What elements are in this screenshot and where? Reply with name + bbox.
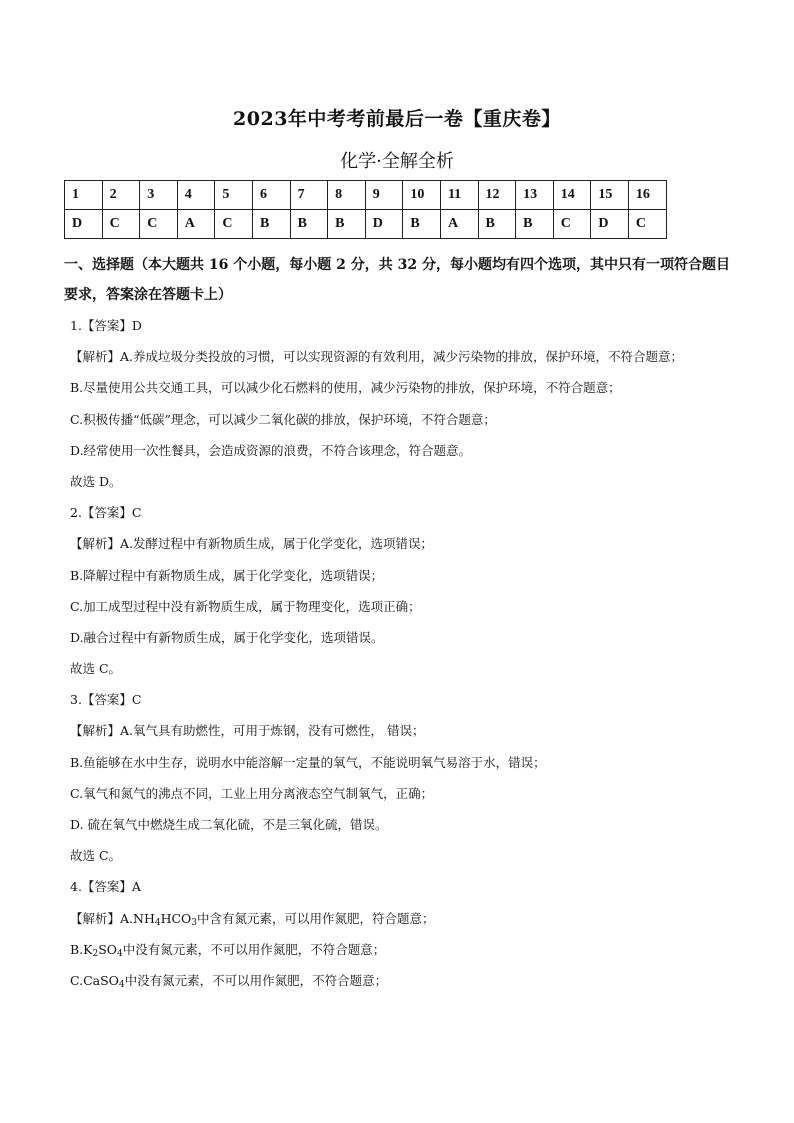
question-number: 2 bbox=[102, 181, 140, 210]
formula-text: 中含有氮元素，可以用作氮肥，符合题意； bbox=[197, 910, 435, 926]
question-number: 9 bbox=[365, 181, 403, 210]
formula-text: 中没有氮元素，不可以用作氮肥，不符合题意； bbox=[122, 941, 386, 957]
analysis-line bbox=[70, 903, 732, 934]
answer-cell: B bbox=[403, 210, 441, 239]
analysis-line: 【解析】A.养成垃圾分类投放的习惯，可以实现资源的有效利用，减少污染物的排放，保护环境，不符合题意； bbox=[70, 349, 684, 365]
formula-text: C.CaSO bbox=[70, 972, 119, 988]
option-line: B.尽量使用公共交通工具，可以减少化石燃料的使用，减少污染物的排放，保护环境，不符合题意； bbox=[70, 380, 621, 396]
answer-explanations bbox=[70, 310, 732, 996]
question-number: 10 bbox=[403, 181, 441, 210]
answer-table-number-row bbox=[65, 181, 667, 210]
formula-text: 【解析】A.NH bbox=[70, 910, 155, 926]
option-line: B.降解过程中有新物质生成，属于化学变化，选项错误； bbox=[70, 567, 384, 583]
option-line: C.积极传播“低碳”理念，可以减少二氧化碳的排放，保护环境，不符合题意； bbox=[70, 411, 496, 427]
answer-cell: D bbox=[591, 210, 629, 239]
question-number: 11 bbox=[440, 181, 478, 210]
subscript: 4 bbox=[118, 979, 125, 990]
option-line: C.加工成型过程中没有新物质生成，属于物理变化，选项正确； bbox=[70, 598, 421, 614]
answer-cell: C bbox=[215, 210, 253, 239]
answer-cell: C bbox=[140, 210, 178, 239]
question-number: 5 bbox=[215, 181, 253, 210]
option-line: D. 硫在氧气中燃烧生成二氧化硫，不是三氧化硫，错误。 bbox=[70, 817, 388, 833]
question-number: 3 bbox=[140, 181, 178, 210]
conclusion-line: 故选 C。 bbox=[70, 661, 122, 677]
formula-text: SO bbox=[98, 941, 118, 957]
question-number: 14 bbox=[553, 181, 591, 210]
answer-cell: B bbox=[290, 210, 328, 239]
answer-cell: C bbox=[553, 210, 591, 239]
answer-line: 1.【答案】D bbox=[70, 318, 142, 333]
option-line: C.氧气和氮气的沸点不同，工业上用分离液态空气制氧气，正确； bbox=[70, 785, 434, 801]
formula-text: 中没有氮元素，不可以用作氮肥，不符合题意； bbox=[124, 972, 388, 988]
answer-cell: D bbox=[365, 210, 403, 239]
option-line bbox=[70, 965, 732, 996]
analysis-line: 【解析】A.发酵过程中有新物质生成，属于化学变化，选项错误； bbox=[70, 536, 434, 552]
option-line bbox=[70, 934, 732, 965]
answer-cell: B bbox=[252, 210, 290, 239]
subscript: 4 bbox=[117, 948, 123, 959]
section-heading: 一、选择题（本大题共 16 个小题，每小题 2 分，共 32 分，每小题均有四个选项，其中只有一项符合题目要求，答案涂在答题卡上） bbox=[64, 257, 730, 303]
question-number: 8 bbox=[328, 181, 366, 210]
formula-text: B.K bbox=[70, 941, 93, 957]
question-number: 4 bbox=[177, 181, 215, 210]
question-number: 16 bbox=[628, 181, 666, 210]
answer-table-answer-row bbox=[65, 210, 667, 239]
option-line: D.融合过程中有新物质生成，属于化学变化，选项错误。 bbox=[70, 629, 384, 645]
answer-cell: C bbox=[102, 210, 140, 239]
question-number: 7 bbox=[290, 181, 328, 210]
question-number: 13 bbox=[516, 181, 554, 210]
formula-text: HCO bbox=[160, 910, 192, 926]
answer-cell: B bbox=[478, 210, 516, 239]
answer-line: 4.【答案】A bbox=[70, 879, 141, 895]
conclusion-line: 故选 D。 bbox=[70, 473, 122, 489]
subscript: 4 bbox=[154, 917, 161, 928]
question-number: 15 bbox=[591, 181, 629, 210]
subscript: 2 bbox=[92, 948, 99, 959]
conclusion-line: 故选 C。 bbox=[70, 848, 122, 864]
subscript: 3 bbox=[191, 917, 198, 928]
analysis-line: 【解析】A.氧气具有助燃性，可用于炼钢，没有可燃性， 错误； bbox=[70, 723, 425, 739]
document-subtitle: 化学·全解全析 bbox=[340, 151, 454, 172]
document-title: 2023年中考考前最后一卷【重庆卷】 bbox=[233, 108, 561, 130]
question-number: 1 bbox=[65, 181, 103, 210]
answer-cell: B bbox=[516, 210, 554, 239]
option-line: B.鱼能够在水中生存，说明水中能溶解一定量的氧气，不能说明氧气易溶于水，错误； bbox=[70, 754, 546, 770]
answer-cell: A bbox=[177, 210, 215, 239]
answer-line: 2.【答案】C bbox=[70, 505, 142, 521]
answer-line: 3.【答案】C bbox=[70, 692, 142, 708]
option-line: D.经常使用一次性餐具，会造成资源的浪费，不符合该理念，符合题意。 bbox=[70, 442, 472, 458]
answer-cell: B bbox=[328, 210, 366, 239]
answer-cell: A bbox=[440, 210, 478, 239]
question-number: 12 bbox=[478, 181, 516, 210]
answer-cell: C bbox=[628, 210, 666, 239]
answer-cell: D bbox=[65, 210, 103, 239]
question-number: 6 bbox=[252, 181, 290, 210]
answer-table bbox=[64, 180, 667, 239]
